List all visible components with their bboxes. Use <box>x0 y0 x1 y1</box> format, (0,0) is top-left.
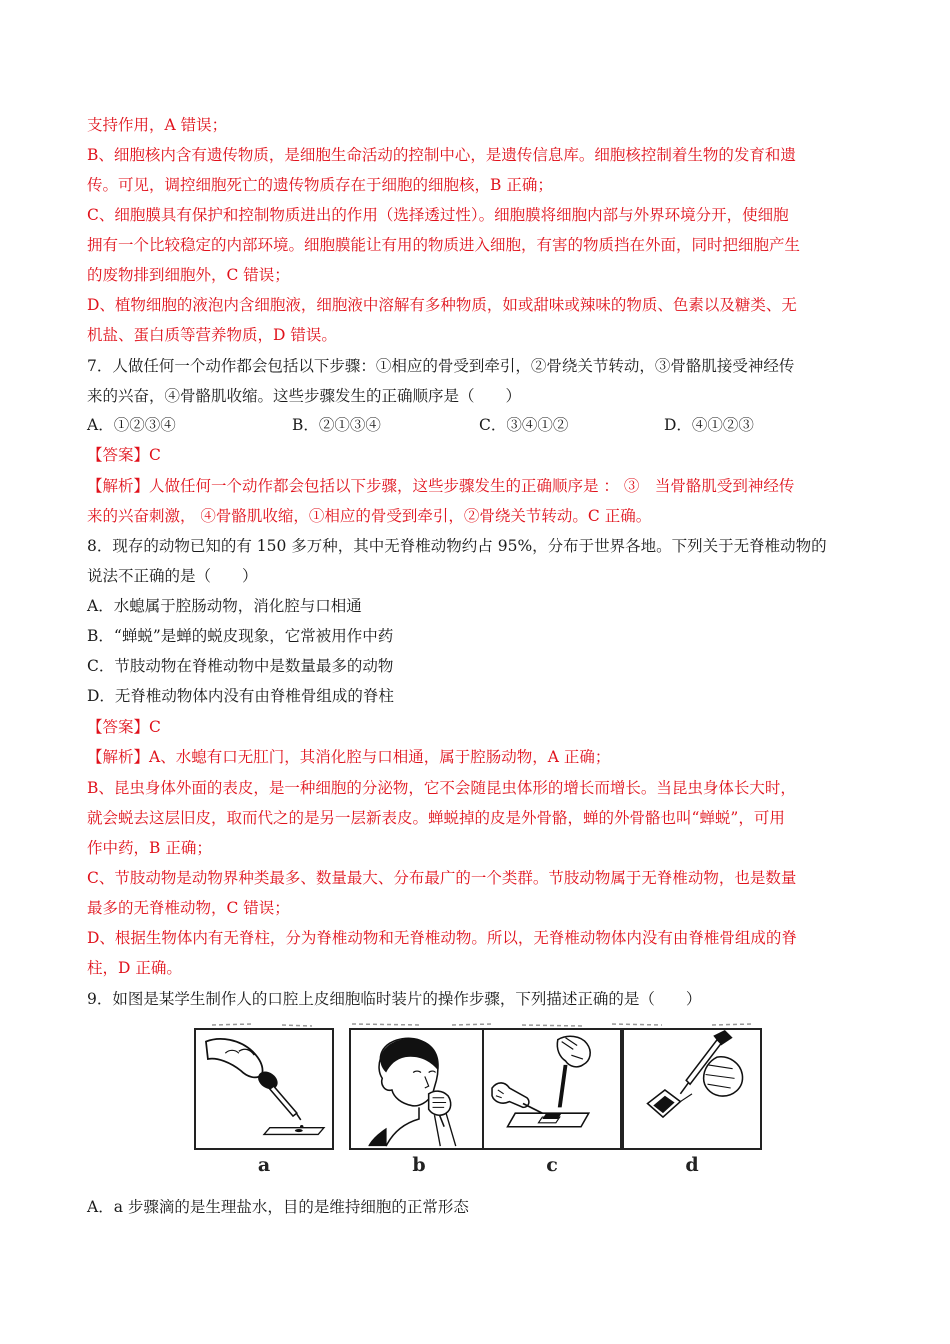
cover-slip-illustration <box>484 1030 620 1148</box>
step-d-panel <box>622 1028 762 1150</box>
text-line: 的废物排到细胞外，C 错误； <box>87 266 290 284</box>
q8-option-d: D．无脊椎动物体内没有由脊椎骨组成的脊柱 <box>87 687 394 705</box>
text-line: B、细胞核内含有遗传物质，是细胞生命活动的控制中心，是遗传信息库。细胞核控制着生物的发育和遗 <box>87 146 796 164</box>
q8-answer: 【答案】C <box>87 718 161 736</box>
step-c-panel <box>482 1028 622 1150</box>
dropper-on-slide-illustration <box>196 1030 332 1148</box>
figure-label-d: d <box>685 1154 699 1176</box>
question-7-stem: 7．人做任何一个动作都会包括以下步骤：①相应的骨受到牵引，②骨绕关节转动，③骨骼肌接受神经传 <box>87 357 795 375</box>
q8-analysis: 【解析】A、水螅有口无肛门，其消化腔与口相通，属于腔肠动物，A 正确； <box>87 748 611 766</box>
figure-label-b: b <box>412 1154 426 1176</box>
text-line: 支持作用，A 错误； <box>87 116 228 134</box>
figure-label-a: a <box>257 1154 271 1176</box>
figure-label-c: c <box>546 1154 558 1176</box>
q7-option-c: C．③④①② <box>479 416 569 434</box>
question-8-stem: 8．现存的动物已知的有 150 多万种，其中无脊椎动物约占 95%，分布于世界各地。下列关于无脊椎动物的 <box>87 537 827 555</box>
step-b-panel <box>349 1028 489 1150</box>
q8-analysis: 作中药，B 正确； <box>87 839 212 857</box>
q8-analysis: 就会蜕去这层旧皮，取而代之的是另一层新表皮。蝉蜕掉的皮是外骨骼，蝉的外骨骼也叫“蝉蜕”，可用 <box>87 809 785 827</box>
text-line: C、细胞膜具有保护和控制物质进出的作用（选择透过性）。细胞膜将细胞内部与外界环境分开，使细胞 <box>87 206 789 224</box>
q7-analysis: 【解析】人做任何一个动作都会包括以下步骤，这些步骤发生的正确顺序是 ： ③ 当骨骼肌受到神经传 <box>87 477 795 495</box>
q7-answer: 【答案】C <box>87 446 161 464</box>
q8-analysis: C、节肢动物是动物界种类最多、数量最大、分布最广的一个类群。节肢动物属于无脊椎动物，也是数量 <box>87 869 797 887</box>
q7-analysis: 来的兴奋刺激， ④骨骼肌收缩，①相应的骨受到牵引，②骨绕关节转动。C 正确。 <box>87 507 652 525</box>
q7-option-b: B．②①③④ <box>292 416 381 434</box>
text-line: 传。可见，调控细胞死亡的遗传物质存在于细胞的细胞核，B 正确； <box>87 176 553 194</box>
staining-illustration <box>624 1030 760 1148</box>
step-a-panel <box>194 1028 334 1150</box>
question-9-stem: 9．如图是某学生制作人的口腔上皮细胞临时装片的操作步骤，下列描述正确的是（ ） <box>87 990 702 1008</box>
q8-option-a: A．水螅属于腔肠动物，消化腔与口相通 <box>87 597 362 615</box>
q7-option-d: D．④①②③ <box>664 416 754 434</box>
q8-analysis: 最多的无脊椎动物，C 错误； <box>87 899 290 917</box>
q8-analysis: 柱，D 正确。 <box>87 959 182 977</box>
text-line: 拥有一个比较稳定的内部环境。细胞膜能让有用的物质进入细胞，有害的物质挡在外面，同时把细胞产生 <box>87 236 801 254</box>
question-7-stem: 来的兴奋，④骨骼肌收缩。这些步骤发生的正确顺序是（ ） <box>87 387 522 405</box>
question-8-stem: 说法不正确的是（ ） <box>87 567 258 585</box>
q8-option-b: B．“蝉蜕”是蝉的蜕皮现象，它常被用作中药 <box>87 627 394 645</box>
text-line: 机盐、蛋白质等营养物质，D 错误。 <box>87 326 337 344</box>
text-line: D、植物细胞的液泡内含细胞液，细胞液中溶解有多种物质，如或甜味或辣味的物质、色素以及糖类、无 <box>87 296 797 314</box>
q7-option-a: A．①②③④ <box>87 416 176 434</box>
q8-option-c: C．节肢动物在脊椎动物中是数量最多的动物 <box>87 657 394 675</box>
q9-option-a: A．a 步骤滴的是生理盐水，目的是维持细胞的正常形态 <box>87 1198 469 1216</box>
slide-preparation-figure <box>192 1022 762 1182</box>
q8-analysis: D、根据生物体内有无脊柱，分为脊椎动物和无脊椎动物。所以，无脊椎动物体内没有由脊椎骨组成的脊 <box>87 929 797 947</box>
person-rinsing-mouth-illustration <box>351 1030 487 1148</box>
q8-analysis: B、昆虫身体外面的表皮，是一种细胞的分泌物，它不会随昆虫体形的增长而增长。当昆虫身体长大时， <box>87 779 796 797</box>
